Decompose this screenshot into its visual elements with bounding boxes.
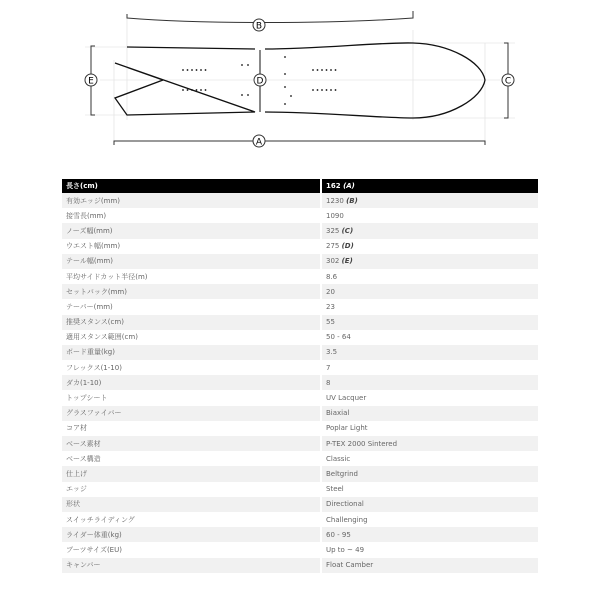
- insert-dot: [284, 86, 286, 88]
- spec-value: [320, 239, 538, 254]
- dimension-labels: [85, 19, 514, 148]
- spec-key: 仕上げ: [62, 466, 320, 481]
- spec-value-text: Biaxial: [326, 409, 350, 418]
- spec-value: [320, 330, 538, 345]
- insert-dot: [187, 69, 189, 71]
- spec-key: ウエスト幅(mm): [66, 242, 121, 251]
- spec-value-text: 8.6: [326, 272, 338, 281]
- spec-value: [320, 375, 538, 390]
- insert-dot: [284, 73, 286, 75]
- insert-dot: [312, 69, 314, 71]
- spec-value-text: 23: [326, 302, 335, 311]
- table-row: [62, 390, 538, 405]
- table-row: [62, 284, 538, 299]
- insert-dot: [326, 69, 328, 71]
- spec-value-text: 3.5: [326, 348, 338, 357]
- spec-header-row: [62, 179, 538, 193]
- spec-key: ベース構造: [66, 454, 101, 463]
- spec-value: [320, 284, 538, 299]
- table-row: [62, 451, 538, 466]
- spec-key: キャンバー: [62, 558, 320, 573]
- spec-key: セットバック(mm): [62, 284, 320, 299]
- spec-key: テーパー(mm): [66, 302, 113, 311]
- spec-value-text: Up to ~ 49: [326, 545, 365, 554]
- insert-dot: [191, 89, 193, 91]
- spec-key: 長さ(cm): [62, 179, 320, 193]
- spec-tag: (E): [341, 257, 353, 266]
- spec-value-text: 55: [326, 318, 335, 327]
- insert-dot: [200, 69, 202, 71]
- spec-value-text: UV Lacquer: [326, 394, 367, 403]
- spec-key: 有効エッジ(mm): [62, 193, 320, 208]
- table-row: [62, 542, 538, 557]
- dimension-brackets: [91, 11, 508, 145]
- table-row: [62, 223, 538, 238]
- spec-value-text: 325: [326, 226, 340, 235]
- spec-value: [320, 345, 538, 360]
- spec-value: [320, 512, 538, 527]
- table-row: [62, 558, 538, 573]
- insert-dot: [335, 89, 337, 91]
- spec-value-text: 302: [326, 257, 340, 266]
- spec-value-text: Poplar Light: [326, 424, 368, 433]
- spec-value: [320, 390, 538, 405]
- spec-key: ノーズ幅(mm): [62, 223, 320, 238]
- spec-value-text: 8: [326, 378, 331, 387]
- spec-value: [320, 193, 538, 208]
- spec-value-text: Float Camber: [326, 561, 374, 570]
- insert-dot: [196, 69, 198, 71]
- insert-dot: [182, 89, 184, 91]
- table-row: [62, 406, 538, 421]
- spec-value: [320, 421, 538, 436]
- table-row: [62, 193, 538, 208]
- spec-value: [320, 451, 538, 466]
- table-row: [62, 239, 538, 254]
- table-row: [62, 360, 538, 375]
- board-outline: [115, 43, 485, 118]
- insert-dot: [312, 89, 314, 91]
- insert-dot: [200, 89, 202, 91]
- insert-dot: [191, 69, 193, 71]
- spec-key: グラスファイバー: [62, 406, 320, 421]
- spec-value: [320, 208, 538, 223]
- spec-key: テール幅(mm): [62, 254, 320, 269]
- spec-value-text: 275: [326, 242, 340, 251]
- insert-dot: [335, 69, 337, 71]
- guide-lines: [85, 18, 515, 145]
- spec-key: フレックス(1-10): [66, 363, 122, 372]
- table-row: [62, 269, 538, 284]
- spec-key: 適用スタンス範囲(cm): [66, 333, 138, 342]
- spec-value: [320, 360, 538, 375]
- insert-dot: [326, 89, 328, 91]
- table-row: [62, 330, 538, 345]
- table-row: [62, 299, 538, 314]
- spec-tag: (D): [341, 242, 354, 251]
- label-e-text: E: [88, 76, 94, 87]
- spec-value-text: Beltgrind: [326, 469, 358, 478]
- insert-dot: [205, 89, 207, 91]
- table-row: [62, 315, 538, 330]
- label-c: [502, 74, 514, 87]
- insert-dot: [187, 89, 189, 91]
- insert-dot: [241, 94, 243, 96]
- spec-key: 平均サイドカット半径(m): [66, 272, 148, 281]
- spec-value: [320, 254, 538, 269]
- insert-dot: [182, 69, 184, 71]
- spec-key: コア材: [66, 424, 87, 433]
- spec-value: [320, 223, 538, 238]
- spec-value: [320, 269, 538, 284]
- insert-dot: [321, 89, 323, 91]
- spec-value-text: P-TEX 2000 Sintered: [326, 439, 398, 448]
- insert-dot: [247, 64, 249, 66]
- table-row: [62, 375, 538, 390]
- insert-dot: [290, 95, 292, 97]
- insert-dot: [205, 69, 207, 71]
- spec-key: ダカ(1-10): [62, 375, 320, 390]
- spec-value: [320, 406, 538, 421]
- insert-dot: [330, 69, 332, 71]
- label-b: [253, 19, 265, 32]
- spec-key: スイッチライディング: [66, 515, 135, 524]
- spec-key: ベース素材: [62, 436, 320, 451]
- table-row: [62, 208, 538, 223]
- spec-value-text: Challenging: [326, 515, 368, 524]
- table-row: [62, 482, 538, 497]
- spec-key: 形状: [62, 497, 320, 512]
- label-c-text: C: [504, 76, 512, 87]
- spec-value: [320, 542, 538, 557]
- label-a-text: A: [255, 137, 263, 148]
- label-d: [254, 74, 266, 87]
- spec-value-text: 1090: [326, 211, 344, 220]
- spec-table: [62, 179, 538, 573]
- insert-dot: [321, 69, 323, 71]
- table-row: [62, 421, 538, 436]
- spec-value: [320, 436, 538, 451]
- spec-key: 接雪長(mm): [66, 211, 107, 220]
- spec-value: [320, 497, 538, 512]
- insert-dot: [247, 94, 249, 96]
- table-row: [62, 466, 538, 481]
- spec-value: [320, 527, 538, 542]
- spec-value-text: 7: [326, 363, 331, 372]
- spec-key: ライダー体重(kg): [62, 527, 320, 542]
- insert-dot: [284, 103, 286, 105]
- spec-value: [320, 482, 538, 497]
- spec-value-text: Steel: [326, 485, 344, 494]
- spec-value: [320, 558, 538, 573]
- spec-value: [320, 179, 538, 193]
- spec-tag: (C): [341, 226, 354, 235]
- label-a: [253, 135, 265, 148]
- spec-key: ボード重量(kg): [62, 345, 320, 360]
- spec-tag: (B): [346, 196, 358, 205]
- spec-value: [320, 315, 538, 330]
- spec-value: [320, 299, 538, 314]
- spec-value: [320, 466, 538, 481]
- spec-value-text: Classic: [326, 454, 351, 463]
- table-row: [62, 345, 538, 360]
- spec-key: トップシート: [66, 394, 108, 403]
- spec-value-text: 20: [326, 287, 335, 296]
- table-row: [62, 436, 538, 451]
- table-row: [62, 527, 538, 542]
- label-b-text: B: [255, 21, 263, 32]
- table-row: [62, 497, 538, 512]
- insert-dot: [284, 56, 286, 58]
- table-row: [62, 254, 538, 269]
- insert-dot: [196, 89, 198, 91]
- label-d-text: D: [256, 76, 264, 87]
- spec-value-text: 50 - 64: [326, 333, 351, 342]
- insert-dot: [317, 69, 319, 71]
- spec-value-text: Directional: [326, 500, 364, 509]
- spec-tag: (A): [343, 182, 355, 190]
- spec-value-text: 162: [326, 182, 341, 190]
- insert-dot: [241, 64, 243, 66]
- spec-key: 推奨スタンス(cm): [62, 315, 320, 330]
- spec-key: ブーツサイズ(EU): [66, 545, 122, 554]
- spec-value-text: 60 - 95: [326, 530, 351, 539]
- label-e: [85, 74, 97, 87]
- insert-dot: [317, 89, 319, 91]
- snowboard-diagram: [0, 0, 600, 170]
- table-row: [62, 512, 538, 527]
- spec-key: エッジ: [66, 485, 87, 494]
- spec-value-text: 1230: [326, 196, 344, 205]
- insert-dot: [330, 89, 332, 91]
